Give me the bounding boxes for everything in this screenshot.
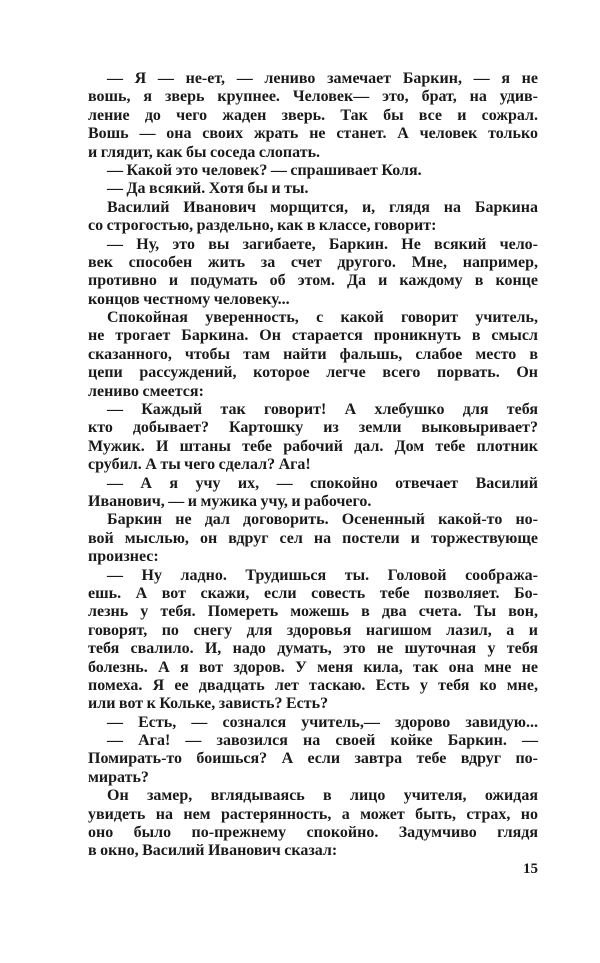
text-line: — Да всякий. Хотя бы и ты. [107, 180, 309, 198]
text-line: или вот к Кольке, зависть? Есть? [88, 695, 329, 713]
text-line: ление до чего жаден зверь. Так бы все и сожрал. [88, 106, 538, 124]
text-line: — Ага! — завозился на своей койке Баркин. — [107, 732, 538, 750]
text-line: — Я — не-ет, — лениво замечает Баркин, — я не [107, 70, 538, 87]
text-line: концов честному человеку... [88, 290, 290, 308]
text-line: — Ну, это вы загибаете, Баркин. Не всякий чело- [107, 235, 538, 253]
text-line: со строгостью, раздельно, как в классе, говорит: [88, 217, 437, 235]
text-line: в окно, Василий Иванович сказал: [88, 842, 338, 860]
text-line: — Ну ладно. Трудишься ты. Головой сообража- [107, 566, 538, 584]
text-line: говорят, по снегу для здоровья нагишом лазил, а и [88, 621, 538, 639]
text-line: мирать? [88, 768, 149, 786]
text-line: тебя свалило. И, надо думать, это не шуточная у тебя [88, 640, 538, 658]
text-line: кто добывает? Картошку из земли выковыривает? [88, 419, 538, 437]
text-line: Он замер, вглядываясь в лицо учителя, ожидая [107, 787, 538, 805]
text-line: Василий Иванович морщится, и, глядя на Баркина [107, 198, 538, 216]
text-line: увидеть на нем растерянность, а может быть, страх, но [88, 805, 538, 823]
text-line: противно и подумать об этом. Да и каждому в конце [88, 272, 538, 290]
text-line: Мужик. И штаны тебе рабочий дал. Дом тебе плотник [88, 437, 538, 455]
text-line: ешь. А вот скажи, если совесть тебе позволяет. Бо- [88, 584, 538, 602]
text-line: произнес: [88, 548, 159, 566]
text-line: Помирать-то боишься? А если завтра тебе вдруг по- [88, 750, 538, 768]
text-line: Иванович, — и мужика учу, и рабочего. [88, 492, 372, 510]
text-line: срубил. А ты чего сделал? Ага! [88, 456, 311, 474]
text-line: — А я учу их, — спокойно отвечает Василий [107, 474, 538, 492]
page-number: 15 [523, 861, 538, 877]
text-line: вой мыслью, он вдруг сел на постели и торжествующе [88, 529, 538, 547]
text-line: и глядит, как бы соседа слопать. [88, 143, 321, 161]
text-line: не трогает Баркина. Он старается проникнуть в смысл [88, 327, 538, 345]
text-line: лезнь у тебя. Помереть можешь в два счета. Ты вон, [88, 603, 538, 621]
text-line: — Есть, — сознался учитель,— здорово завидую... [107, 713, 538, 731]
text-line: — Каждый так говорит! А хлебушко для тебя [107, 401, 538, 419]
text-line: вошь, я зверь крупнее. Человек— это, брат, на удив- [88, 88, 538, 106]
text-line: Вошь — она своих жрать не станет. А человек только [88, 125, 538, 143]
text-line: — Какой это человек? — спрашивает Коля. [107, 161, 422, 179]
text-line: Спокойная уверенность, с какой говорит учитель, [107, 309, 538, 327]
text-line: цепи рассуждений, которое легче всего порвать. Он [88, 364, 538, 382]
text-line: оно было по-прежнему спокойно. Задумчиво глядя [88, 824, 538, 842]
text-line: сказанного, чтобы там найти фальшь, слабое место в [88, 345, 538, 363]
text-line: помеха. Я ее двадцать лет таскаю. Есть у тебя ко мне, [88, 676, 538, 694]
text-line: болезнь. А я вот здоров. У меня кила, так она мне не [88, 658, 538, 676]
text-line: лениво смеется: [88, 382, 204, 400]
text-line: век способен жить за счет другого. Мне, например, [88, 253, 538, 271]
text-line: Баркин не дал договорить. Осененный какой-то но- [107, 511, 538, 529]
page-text-body [88, 70, 538, 861]
